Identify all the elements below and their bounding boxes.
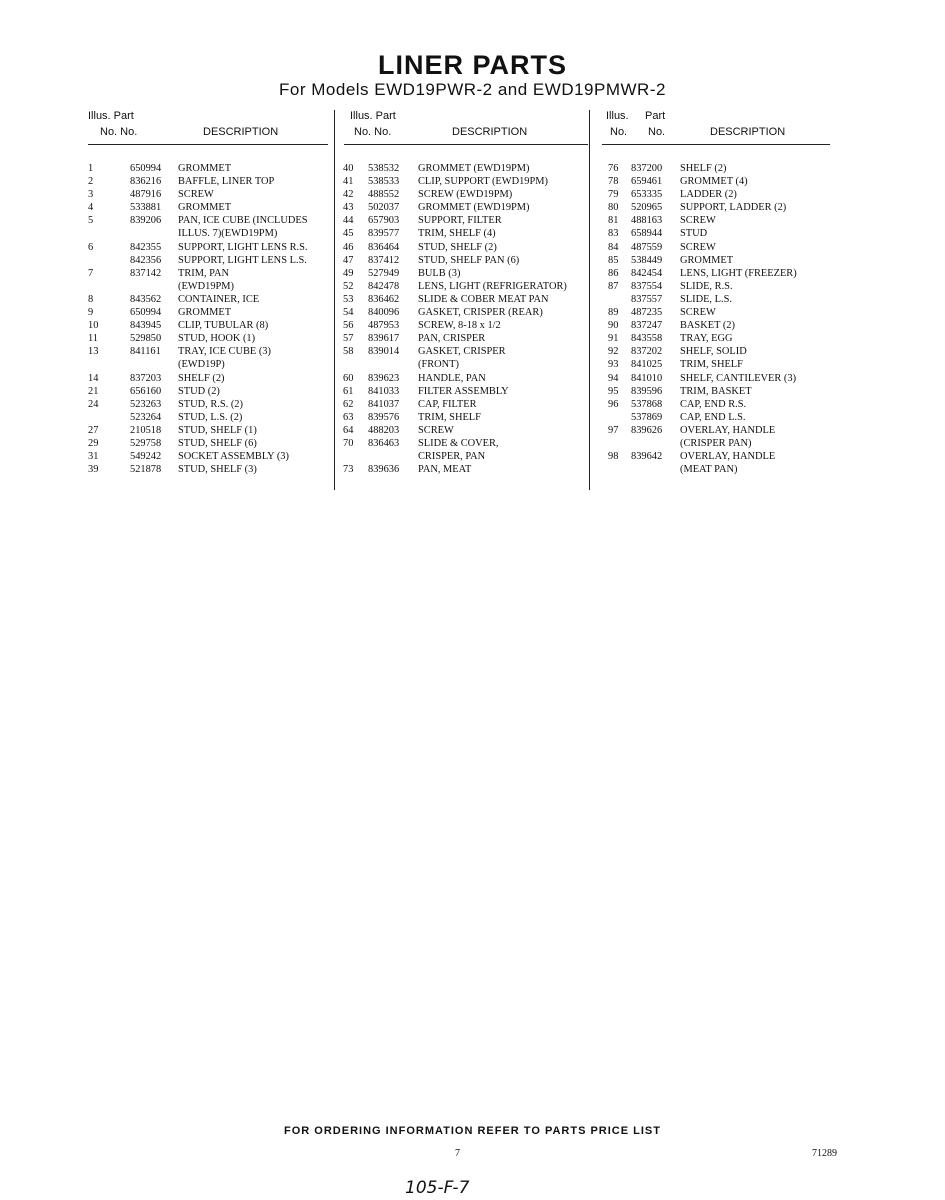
document-number: 71289: [812, 1148, 837, 1159]
illus-no: 14: [88, 372, 99, 384]
illus-no: 86: [608, 267, 619, 279]
part-description: PAN, ICE CUBE (INCLUDES: [178, 215, 308, 227]
part-no: 538533: [368, 176, 400, 188]
part-description: GASKET, CRISPER: [418, 346, 506, 358]
part-description: STUD, R.S. (2): [178, 398, 243, 410]
part-description: OVERLAY, HANDLE: [680, 451, 776, 463]
part-no: 488203: [368, 424, 400, 436]
illus-no: 79: [608, 189, 619, 201]
header-illus-part: Illus. Part: [88, 110, 134, 122]
part-no: 839596: [631, 385, 663, 397]
part-description: CAP, END R.S.: [680, 398, 747, 410]
header-rule: [344, 144, 588, 145]
illus-no: 76: [608, 163, 619, 174]
illus-no: 58: [343, 346, 354, 358]
part-description: TRIM, SHELF: [418, 411, 481, 423]
part-no: 658944: [631, 228, 663, 240]
part-description: TRIM, BASKET: [680, 385, 752, 397]
column-header: [88, 106, 328, 146]
handwritten-annotation: 105-F-7: [405, 1178, 470, 1198]
part-no: 841037: [368, 398, 400, 410]
illus-no: 92: [608, 346, 619, 358]
part-description: GROMMET (4): [680, 176, 748, 188]
illus-no: 53: [343, 293, 354, 305]
column-divider: [589, 110, 590, 490]
illus-no: 31: [88, 451, 99, 463]
part-no: 841025: [631, 359, 663, 371]
part-description: CAP, FILTER: [418, 398, 477, 410]
illus-no: 90: [608, 320, 619, 332]
part-no: 529850: [130, 333, 162, 345]
illus-no: 7: [88, 267, 94, 279]
part-no: 520965: [631, 202, 663, 214]
part-no: 650994: [130, 307, 162, 319]
part-description: SHELF, SOLID: [680, 346, 747, 358]
header-no-2: No.: [648, 126, 666, 138]
part-description: SCREW: [418, 424, 454, 436]
part-no: 523264: [130, 411, 162, 423]
header-illus-part: Illus. Part: [350, 110, 396, 122]
illus-no: 87: [608, 280, 619, 292]
illus-no: 4: [88, 202, 94, 214]
part-description: SLIDE & COVER,: [418, 437, 499, 449]
part-description: STUD: [680, 228, 708, 240]
part-no: 842355: [130, 241, 162, 253]
illus-no: 41: [343, 176, 354, 188]
part-no: 839636: [368, 464, 400, 476]
illus-no: 81: [608, 215, 619, 227]
parts-column-2: [340, 106, 588, 476]
illus-no: 89: [608, 307, 619, 319]
part-description: STUD, SHELF (3): [178, 464, 257, 476]
part-description: SHELF, CANTILEVER (3): [680, 372, 797, 384]
illus-no: 64: [343, 424, 354, 436]
part-description: (CRISPER PAN): [680, 437, 752, 449]
part-no: 839626: [631, 424, 663, 436]
illus-no: 78: [608, 176, 619, 188]
header-rule: [602, 144, 830, 145]
part-description: STUD, SHELF (1): [178, 424, 257, 436]
illus-no: 57: [343, 333, 354, 345]
part-no: 837557: [631, 293, 663, 305]
illus-no: 24: [88, 398, 99, 410]
part-description: LADDER (2): [680, 189, 737, 201]
part-no: 837203: [130, 372, 162, 384]
part-no: 653335: [631, 189, 663, 201]
illus-no: 85: [608, 254, 619, 266]
illus-no: 11: [88, 333, 99, 345]
part-description: GROMMET (EWD19PM): [418, 202, 530, 214]
part-description: CLIP, TUBULAR (8): [178, 320, 269, 332]
part-description: SCREW, 8-18 x 1/2: [418, 320, 501, 332]
part-no: 657903: [368, 215, 400, 227]
part-description: GROMMET: [178, 307, 232, 319]
part-description: SCREW: [680, 307, 716, 319]
page-number: 7: [455, 1148, 460, 1159]
part-description: (EWD19P): [178, 359, 225, 371]
part-description: SCREW: [178, 189, 214, 201]
illus-no: 45: [343, 228, 354, 240]
page-title: LINER PARTS: [377, 50, 567, 80]
illus-no: 5: [88, 215, 94, 227]
part-no: 841010: [631, 372, 663, 384]
part-description: GASKET, CRISPER (REAR): [418, 307, 543, 319]
part-description: CRISPER, PAN: [418, 451, 486, 463]
part-no: 488552: [368, 189, 400, 201]
part-no: 836464: [368, 241, 400, 253]
part-description: HANDLE, PAN: [418, 372, 486, 384]
part-description: CONTAINER, ICE: [178, 293, 260, 305]
part-no: 841161: [130, 346, 161, 358]
part-no: 549242: [130, 451, 162, 463]
illus-no: 29: [88, 437, 99, 449]
illus-no: 56: [343, 320, 354, 332]
illus-no: 93: [608, 359, 619, 371]
part-description: BASKET (2): [680, 320, 735, 332]
part-no: 537869: [631, 411, 663, 423]
header-no-no: No. No.: [100, 126, 138, 138]
part-description: SUPPORT, FILTER: [418, 215, 502, 227]
part-no: 538449: [631, 254, 663, 266]
part-description: SLIDE, R.S.: [680, 280, 733, 292]
illus-no: 84: [608, 241, 619, 253]
header-rule: [88, 144, 328, 145]
part-description: TRIM, SHELF (4): [418, 228, 496, 240]
part-no: 839576: [368, 411, 400, 423]
part-description: STUD, HOOK (1): [178, 333, 256, 345]
part-no: 841033: [368, 385, 400, 397]
part-description: TRIM, SHELF: [680, 359, 743, 371]
part-description: SHELF (2): [680, 163, 727, 174]
illus-no: 98: [608, 451, 619, 463]
header-description: DESCRIPTION: [710, 126, 786, 138]
part-no: 839642: [631, 451, 663, 463]
part-description: (EWD19PM): [178, 280, 234, 292]
page-subtitle: For Models EWD19PWR-2 and EWD19PMWR-2: [279, 80, 666, 99]
part-no: 837142: [130, 267, 162, 279]
illus-no: 95: [608, 385, 619, 397]
part-no: 837247: [631, 320, 663, 332]
part-description: SCREW: [680, 215, 716, 227]
part-no: 837202: [631, 346, 663, 358]
illus-no: 43: [343, 202, 354, 214]
part-no: 210518: [130, 424, 162, 436]
part-no: 521878: [130, 464, 162, 476]
part-description: LENS, LIGHT (REFRIGERATOR): [418, 280, 567, 292]
illus-no: 96: [608, 398, 619, 410]
part-description: TRAY, EGG: [680, 333, 733, 345]
header-illus: Illus.: [606, 110, 629, 122]
part-no: 837200: [631, 163, 663, 174]
part-description: SOCKET ASSEMBLY (3): [178, 451, 289, 463]
illus-no: 61: [343, 385, 354, 397]
part-description: STUD (2): [178, 385, 220, 397]
parts-column-1: [88, 106, 328, 476]
part-no: 523263: [130, 398, 162, 410]
part-description: CLIP, SUPPORT (EWD19PM): [418, 176, 548, 188]
part-no: 842478: [368, 280, 400, 292]
ordering-note: FOR ORDERING INFORMATION REFER TO PARTS PRICE LIST: [284, 1125, 661, 1137]
part-description: LENS, LIGHT (FREEZER): [680, 267, 797, 279]
part-no: 839577: [368, 228, 400, 240]
illus-no: 39: [88, 464, 99, 476]
part-description: SUPPORT, LIGHT LENS L.S.: [178, 254, 307, 266]
part-no: 836216: [130, 176, 162, 188]
part-description: GROMMET: [178, 163, 232, 174]
part-no: 650994: [130, 163, 162, 174]
part-no: 659461: [631, 176, 663, 188]
illus-no: 60: [343, 372, 354, 384]
illus-no: 70: [343, 437, 354, 449]
illus-no: 73: [343, 464, 354, 476]
part-description: TRAY, ICE CUBE (3): [178, 346, 271, 358]
part-description: SHELF (2): [178, 372, 225, 384]
illus-no: 10: [88, 320, 99, 332]
header-no-no: No. No.: [354, 126, 392, 138]
part-no: 538532: [368, 163, 400, 174]
part-no: 487235: [631, 307, 663, 319]
illus-no: 42: [343, 189, 354, 201]
column-header: [598, 106, 830, 146]
illus-no: 62: [343, 398, 354, 410]
part-description: FILTER ASSEMBLY: [418, 385, 509, 397]
part-description: SCREW (EWD19PM): [418, 189, 513, 201]
part-description: GROMMET: [178, 202, 232, 214]
header-description: DESCRIPTION: [203, 126, 279, 138]
column-divider: [334, 110, 335, 490]
part-description: (FRONT): [418, 359, 459, 371]
illus-no: 21: [88, 385, 99, 397]
part-description: GROMMET (EWD19PM): [418, 163, 530, 174]
part-no: 487953: [368, 320, 400, 332]
illus-no: 46: [343, 241, 354, 253]
part-description: SUPPORT, LADDER (2): [680, 202, 787, 214]
part-description: (MEAT PAN): [680, 464, 738, 476]
part-description: TRIM, PAN: [178, 267, 230, 279]
part-no: 502037: [368, 202, 400, 214]
part-description: STUD, L.S. (2): [178, 411, 243, 423]
header-no-1: No.: [610, 126, 628, 138]
illus-no: 6: [88, 241, 94, 253]
column-header: [340, 106, 588, 146]
part-no: 533881: [130, 202, 162, 214]
part-no: 840096: [368, 307, 400, 319]
header-part: Part: [645, 110, 666, 122]
part-no: 487916: [130, 189, 162, 201]
part-no: 487559: [631, 241, 663, 253]
part-no: 527949: [368, 267, 400, 279]
part-description: SCREW: [680, 241, 716, 253]
part-no: 656160: [130, 385, 162, 397]
part-description: STUD, SHELF (2): [418, 241, 497, 253]
part-no: 843945: [130, 320, 162, 332]
part-description: OVERLAY, HANDLE: [680, 424, 776, 436]
illus-no: 94: [608, 372, 619, 384]
illus-no: 54: [343, 307, 354, 319]
part-no: 837412: [368, 254, 400, 266]
part-description: SUPPORT, LIGHT LENS R.S.: [178, 241, 308, 253]
illus-no: 47: [343, 254, 354, 266]
illus-no: 49: [343, 267, 354, 279]
part-no: 529758: [130, 437, 162, 449]
part-description: ILLUS. 7)(EWD19PM): [178, 228, 278, 240]
illus-no: 80: [608, 202, 619, 214]
illus-no: 91: [608, 333, 619, 345]
illus-no: 52: [343, 280, 354, 292]
part-description: STUD, SHELF (6): [178, 437, 257, 449]
part-no: 839617: [368, 333, 400, 345]
part-no: 537868: [631, 398, 663, 410]
part-description: SLIDE, L.S.: [680, 293, 732, 305]
part-no: 839623: [368, 372, 400, 384]
part-description: PAN, CRISPER: [418, 333, 486, 345]
illus-no: 3: [88, 189, 94, 201]
part-no: 843562: [130, 293, 162, 305]
part-no: 836462: [368, 293, 400, 305]
part-description: CAP, END L.S.: [680, 411, 746, 423]
illus-no: 27: [88, 424, 99, 436]
part-no: 839206: [130, 215, 162, 227]
part-description: SLIDE & COBER MEAT PAN: [418, 293, 549, 305]
part-no: 842356: [130, 254, 162, 266]
illus-no: 40: [343, 163, 354, 174]
part-no: 843558: [631, 333, 663, 345]
illus-no: 2: [88, 176, 94, 188]
part-description: STUD, SHELF PAN (6): [418, 254, 520, 266]
illus-no: 13: [88, 346, 99, 358]
illus-no: 83: [608, 228, 619, 240]
part-description: GROMMET: [680, 254, 734, 266]
illus-no: 97: [608, 424, 619, 436]
part-description: PAN, MEAT: [418, 464, 472, 476]
part-description: BULB (3): [418, 267, 461, 279]
part-no: 836463: [368, 437, 400, 449]
part-no: 842454: [631, 267, 663, 279]
illus-no: 63: [343, 411, 354, 423]
part-no: 839014: [368, 346, 400, 358]
illus-no: 8: [88, 293, 94, 305]
illus-no: 1: [88, 163, 94, 174]
part-no: 488163: [631, 215, 663, 227]
illus-no: 9: [88, 307, 94, 319]
header-description: DESCRIPTION: [452, 126, 528, 138]
parts-column-3: [598, 106, 830, 476]
part-description: BAFFLE, LINER TOP: [178, 176, 275, 188]
illus-no: 44: [343, 215, 354, 227]
part-no: 837554: [631, 280, 663, 292]
